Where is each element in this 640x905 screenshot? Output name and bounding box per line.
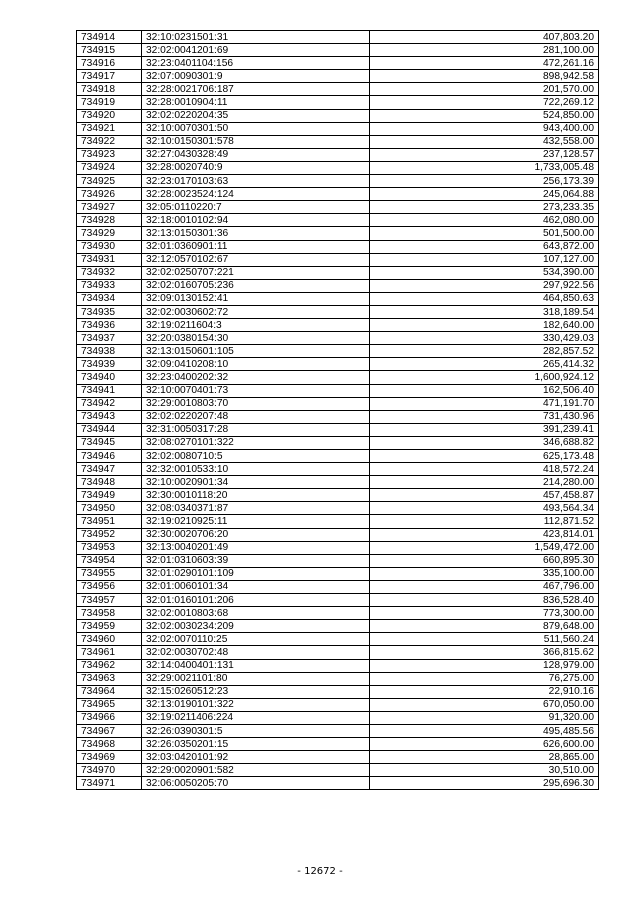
table-row: [77, 764, 599, 777]
table-row: [77, 567, 599, 580]
cadastral-number-cell: 32:31:0050317:28: [142, 423, 370, 436]
table-row: [77, 31, 599, 44]
amount-cell: 297,922.56: [370, 279, 599, 292]
amount-cell: 265,414.32: [370, 358, 599, 371]
amount-cell: 524,850.00: [370, 109, 599, 122]
cadastral-number-cell: 32:13:0190101:322: [142, 698, 370, 711]
cadastral-number-cell: 32:28:0021706:187: [142, 83, 370, 96]
cadastral-number-cell: 32:27:0430328:49: [142, 148, 370, 161]
cadastral-number-cell: 32:28:0023524:124: [142, 188, 370, 201]
amount-cell: 731,430.96: [370, 410, 599, 423]
cadastral-number-cell: 32:08:0270101:322: [142, 436, 370, 449]
cadastral-number-cell: 32:18:0010102:94: [142, 214, 370, 227]
amount-cell: 471,191.70: [370, 397, 599, 410]
cadastral-number-cell: 32:10:0070301:50: [142, 122, 370, 135]
table-row: [77, 659, 599, 672]
row-id-cell: 734937: [77, 332, 142, 345]
table-row: [77, 777, 599, 790]
cadastral-number-cell: 32:02:0160705:236: [142, 279, 370, 292]
cadastral-number-cell: 32:28:0010904:11: [142, 96, 370, 109]
row-id-cell: 734926: [77, 188, 142, 201]
amount-cell: 214,280.00: [370, 476, 599, 489]
table-row: [77, 476, 599, 489]
row-id-cell: 734944: [77, 423, 142, 436]
row-id-cell: 734970: [77, 764, 142, 777]
row-id-cell: 734928: [77, 214, 142, 227]
row-id-cell: 734949: [77, 489, 142, 502]
cadastral-number-cell: 32:06:0050205:70: [142, 777, 370, 790]
table-row: [77, 57, 599, 70]
row-id-cell: 734968: [77, 738, 142, 751]
row-id-cell: 734954: [77, 554, 142, 567]
row-id-cell: 734948: [77, 476, 142, 489]
cadastral-number-cell: 32:02:0030602:72: [142, 305, 370, 318]
row-id-cell: 734933: [77, 279, 142, 292]
amount-cell: 462,080.00: [370, 214, 599, 227]
table-row: [77, 672, 599, 685]
cadastral-number-cell: 32:07:0090301:9: [142, 70, 370, 83]
cadastral-number-cell: 32:01:0060101:34: [142, 580, 370, 593]
row-id-cell: 734958: [77, 607, 142, 620]
cadastral-number-cell: 32:02:0250707:221: [142, 266, 370, 279]
cadastral-number-cell: 32:02:0220204:35: [142, 109, 370, 122]
row-id-cell: 734932: [77, 266, 142, 279]
cadastral-number-cell: 32:02:0220207:48: [142, 410, 370, 423]
cadastral-number-cell: 32:02:0030702:48: [142, 646, 370, 659]
row-id-cell: 734943: [77, 410, 142, 423]
cadastral-number-cell: 32:26:0390301:5: [142, 724, 370, 737]
table-row: [77, 44, 599, 57]
amount-cell: 281,100.00: [370, 44, 599, 57]
table-row: [77, 751, 599, 764]
data-table-body: [77, 31, 599, 790]
amount-cell: 879,648.00: [370, 620, 599, 633]
amount-cell: 472,261.16: [370, 57, 599, 70]
row-id-cell: 734962: [77, 659, 142, 672]
table-row: [77, 371, 599, 384]
row-id-cell: 734964: [77, 685, 142, 698]
amount-cell: 773,300.00: [370, 607, 599, 620]
row-id-cell: 734917: [77, 70, 142, 83]
amount-cell: 282,857.52: [370, 345, 599, 358]
cadastral-number-cell: 32:02:0041201:69: [142, 44, 370, 57]
row-id-cell: 734966: [77, 711, 142, 724]
row-id-cell: 734940: [77, 371, 142, 384]
amount-cell: 30,510.00: [370, 764, 599, 777]
cadastral-number-cell: 32:23:0400202:32: [142, 371, 370, 384]
table-row: [77, 436, 599, 449]
amount-cell: 295,696.30: [370, 777, 599, 790]
table-row: [77, 135, 599, 148]
table-row: [77, 358, 599, 371]
table-row: [77, 515, 599, 528]
cadastral-number-cell: 32:19:0211406:224: [142, 711, 370, 724]
cadastral-number-cell: 32:28:0020740:9: [142, 161, 370, 174]
table-row: [77, 554, 599, 567]
row-id-cell: 734939: [77, 358, 142, 371]
table-row: [77, 83, 599, 96]
row-id-cell: 734930: [77, 240, 142, 253]
table-row: [77, 188, 599, 201]
row-id-cell: 734953: [77, 541, 142, 554]
row-id-cell: 734969: [77, 751, 142, 764]
cadastral-number-cell: 32:02:0010803:68: [142, 607, 370, 620]
amount-cell: 128,979.00: [370, 659, 599, 672]
amount-cell: 464,850.63: [370, 292, 599, 305]
data-table: [76, 30, 599, 790]
amount-cell: 22,910.16: [370, 685, 599, 698]
amount-cell: 273,233.35: [370, 201, 599, 214]
cadastral-number-cell: 32:13:0150301:36: [142, 227, 370, 240]
amount-cell: 625,173.48: [370, 450, 599, 463]
row-id-cell: 734918: [77, 83, 142, 96]
table-row: [77, 161, 599, 174]
amount-cell: 318,189.54: [370, 305, 599, 318]
amount-cell: 201,570.00: [370, 83, 599, 96]
cadastral-number-cell: 32:01:0360901:11: [142, 240, 370, 253]
cadastral-number-cell: 32:23:0401104:156: [142, 57, 370, 70]
row-id-cell: 734947: [77, 463, 142, 476]
cadastral-number-cell: 32:10:0150301:578: [142, 135, 370, 148]
table-row: [77, 332, 599, 345]
table-row: [77, 266, 599, 279]
amount-cell: 112,871.52: [370, 515, 599, 528]
row-id-cell: 734942: [77, 397, 142, 410]
amount-cell: 182,640.00: [370, 319, 599, 332]
row-id-cell: 734957: [77, 594, 142, 607]
row-id-cell: 734961: [77, 646, 142, 659]
row-id-cell: 734916: [77, 57, 142, 70]
row-id-cell: 734971: [77, 777, 142, 790]
row-id-cell: 734950: [77, 502, 142, 515]
row-id-cell: 734929: [77, 227, 142, 240]
table-row: [77, 724, 599, 737]
cadastral-number-cell: 32:19:0211604:3: [142, 319, 370, 332]
cadastral-number-cell: 32:03:0420101:92: [142, 751, 370, 764]
table-row: [77, 240, 599, 253]
amount-cell: 943,400.00: [370, 122, 599, 135]
amount-cell: 534,390.00: [370, 266, 599, 279]
table-row: [77, 450, 599, 463]
amount-cell: 501,500.00: [370, 227, 599, 240]
cadastral-number-cell: 32:10:0020901:34: [142, 476, 370, 489]
row-id-cell: 734967: [77, 724, 142, 737]
row-id-cell: 734934: [77, 292, 142, 305]
amount-cell: 493,564.34: [370, 502, 599, 515]
row-id-cell: 734935: [77, 305, 142, 318]
row-id-cell: 734938: [77, 345, 142, 358]
amount-cell: 28,865.00: [370, 751, 599, 764]
table-row: [77, 227, 599, 240]
amount-cell: 660,895.30: [370, 554, 599, 567]
table-row: [77, 122, 599, 135]
table-row: [77, 148, 599, 161]
cadastral-number-cell: 32:08:0340371:87: [142, 502, 370, 515]
cadastral-number-cell: 32:29:0021101:80: [142, 672, 370, 685]
amount-cell: 330,429.03: [370, 332, 599, 345]
cadastral-number-cell: 32:32:0010533:10: [142, 463, 370, 476]
table-row: [77, 70, 599, 83]
amount-cell: 391,239.41: [370, 423, 599, 436]
amount-cell: 722,269.12: [370, 96, 599, 109]
row-id-cell: 734927: [77, 201, 142, 214]
amount-cell: 423,814.01: [370, 528, 599, 541]
cadastral-number-cell: 32:15:0260512:23: [142, 685, 370, 698]
amount-cell: 245,064.88: [370, 188, 599, 201]
row-id-cell: 734965: [77, 698, 142, 711]
cadastral-number-cell: 32:02:0030234:209: [142, 620, 370, 633]
table-row: [77, 607, 599, 620]
table-row: [77, 541, 599, 554]
amount-cell: 335,100.00: [370, 567, 599, 580]
table-row: [77, 175, 599, 188]
amount-cell: 467,796.00: [370, 580, 599, 593]
amount-cell: 107,127.00: [370, 253, 599, 266]
amount-cell: 836,528.40: [370, 594, 599, 607]
cadastral-number-cell: 32:01:0290101:109: [142, 567, 370, 580]
cadastral-number-cell: 32:29:0020901:582: [142, 764, 370, 777]
amount-cell: 495,485.56: [370, 724, 599, 737]
table-row: [77, 96, 599, 109]
table-row: [77, 214, 599, 227]
amount-cell: 1,733,005.48: [370, 161, 599, 174]
table-row: [77, 397, 599, 410]
cadastral-number-cell: 32:26:0350201:15: [142, 738, 370, 751]
amount-cell: 418,572.24: [370, 463, 599, 476]
table-row: [77, 711, 599, 724]
table-row: [77, 528, 599, 541]
row-id-cell: 734925: [77, 175, 142, 188]
row-id-cell: 734914: [77, 31, 142, 44]
amount-cell: 346,688.82: [370, 436, 599, 449]
table-row: [77, 345, 599, 358]
amount-cell: 407,803.20: [370, 31, 599, 44]
row-id-cell: 734923: [77, 148, 142, 161]
table-row: [77, 646, 599, 659]
table-row: [77, 319, 599, 332]
cadastral-number-cell: 32:13:0040201:49: [142, 541, 370, 554]
table-row: [77, 620, 599, 633]
cadastral-number-cell: 32:01:0160101:206: [142, 594, 370, 607]
cadastral-number-cell: 32:12:0570102:67: [142, 253, 370, 266]
table-row: [77, 463, 599, 476]
cadastral-number-cell: 32:09:0130152:41: [142, 292, 370, 305]
amount-cell: 76,275.00: [370, 672, 599, 685]
amount-cell: 162,506.40: [370, 384, 599, 397]
table-row: [77, 253, 599, 266]
amount-cell: 237,128.57: [370, 148, 599, 161]
table-row: [77, 292, 599, 305]
table-row: [77, 201, 599, 214]
cadastral-number-cell: 32:09:0410208:10: [142, 358, 370, 371]
cadastral-number-cell: 32:05:0110220:7: [142, 201, 370, 214]
table-row: [77, 410, 599, 423]
cadastral-number-cell: 32:19:0210925:11: [142, 515, 370, 528]
amount-cell: 256,173.39: [370, 175, 599, 188]
row-id-cell: 734946: [77, 450, 142, 463]
cadastral-number-cell: 32:13:0150601:105: [142, 345, 370, 358]
amount-cell: 366,815.62: [370, 646, 599, 659]
table-row: [77, 384, 599, 397]
row-id-cell: 734919: [77, 96, 142, 109]
amount-cell: 1,600,924.12: [370, 371, 599, 384]
amount-cell: 898,942.58: [370, 70, 599, 83]
cadastral-number-cell: 32:23:0170103:63: [142, 175, 370, 188]
table-row: [77, 685, 599, 698]
row-id-cell: 734955: [77, 567, 142, 580]
row-id-cell: 734963: [77, 672, 142, 685]
row-id-cell: 734931: [77, 253, 142, 266]
row-id-cell: 734952: [77, 528, 142, 541]
amount-cell: 626,600.00: [370, 738, 599, 751]
amount-cell: 457,458.87: [370, 489, 599, 502]
table-row: [77, 423, 599, 436]
row-id-cell: 734959: [77, 620, 142, 633]
row-id-cell: 734920: [77, 109, 142, 122]
amount-cell: 91,320.00: [370, 711, 599, 724]
table-row: [77, 502, 599, 515]
amount-cell: 1,549,472.00: [370, 541, 599, 554]
row-id-cell: 734924: [77, 161, 142, 174]
table-row: [77, 305, 599, 318]
row-id-cell: 734941: [77, 384, 142, 397]
cadastral-number-cell: 32:29:0010803:70: [142, 397, 370, 410]
cadastral-number-cell: 32:02:0080710:5: [142, 450, 370, 463]
amount-cell: 511,560.24: [370, 633, 599, 646]
table-row: [77, 698, 599, 711]
cadastral-number-cell: 32:01:0310603:39: [142, 554, 370, 567]
cadastral-number-cell: 32:20:0380154:30: [142, 332, 370, 345]
table-row: [77, 633, 599, 646]
row-id-cell: 734922: [77, 135, 142, 148]
amount-cell: 643,872.00: [370, 240, 599, 253]
row-id-cell: 734956: [77, 580, 142, 593]
row-id-cell: 734960: [77, 633, 142, 646]
table-row: [77, 738, 599, 751]
amount-cell: 670,050.00: [370, 698, 599, 711]
table-row: [77, 109, 599, 122]
row-id-cell: 734921: [77, 122, 142, 135]
row-id-cell: 734951: [77, 515, 142, 528]
cadastral-number-cell: 32:02:0070110:25: [142, 633, 370, 646]
row-id-cell: 734915: [77, 44, 142, 57]
amount-cell: 432,558.00: [370, 135, 599, 148]
cadastral-number-cell: 32:10:0070401:73: [142, 384, 370, 397]
table-row: [77, 580, 599, 593]
row-id-cell: 734936: [77, 319, 142, 332]
page-number: - 12672 -: [297, 866, 343, 877]
table-row: [77, 279, 599, 292]
cadastral-number-cell: 32:10:0231501:31: [142, 31, 370, 44]
row-id-cell: 734945: [77, 436, 142, 449]
cadastral-number-cell: 32:14:0400401:131: [142, 659, 370, 672]
table-row: [77, 594, 599, 607]
cadastral-number-cell: 32:30:0020706:20: [142, 528, 370, 541]
cadastral-number-cell: 32:30:0010118:20: [142, 489, 370, 502]
table-row: [77, 489, 599, 502]
